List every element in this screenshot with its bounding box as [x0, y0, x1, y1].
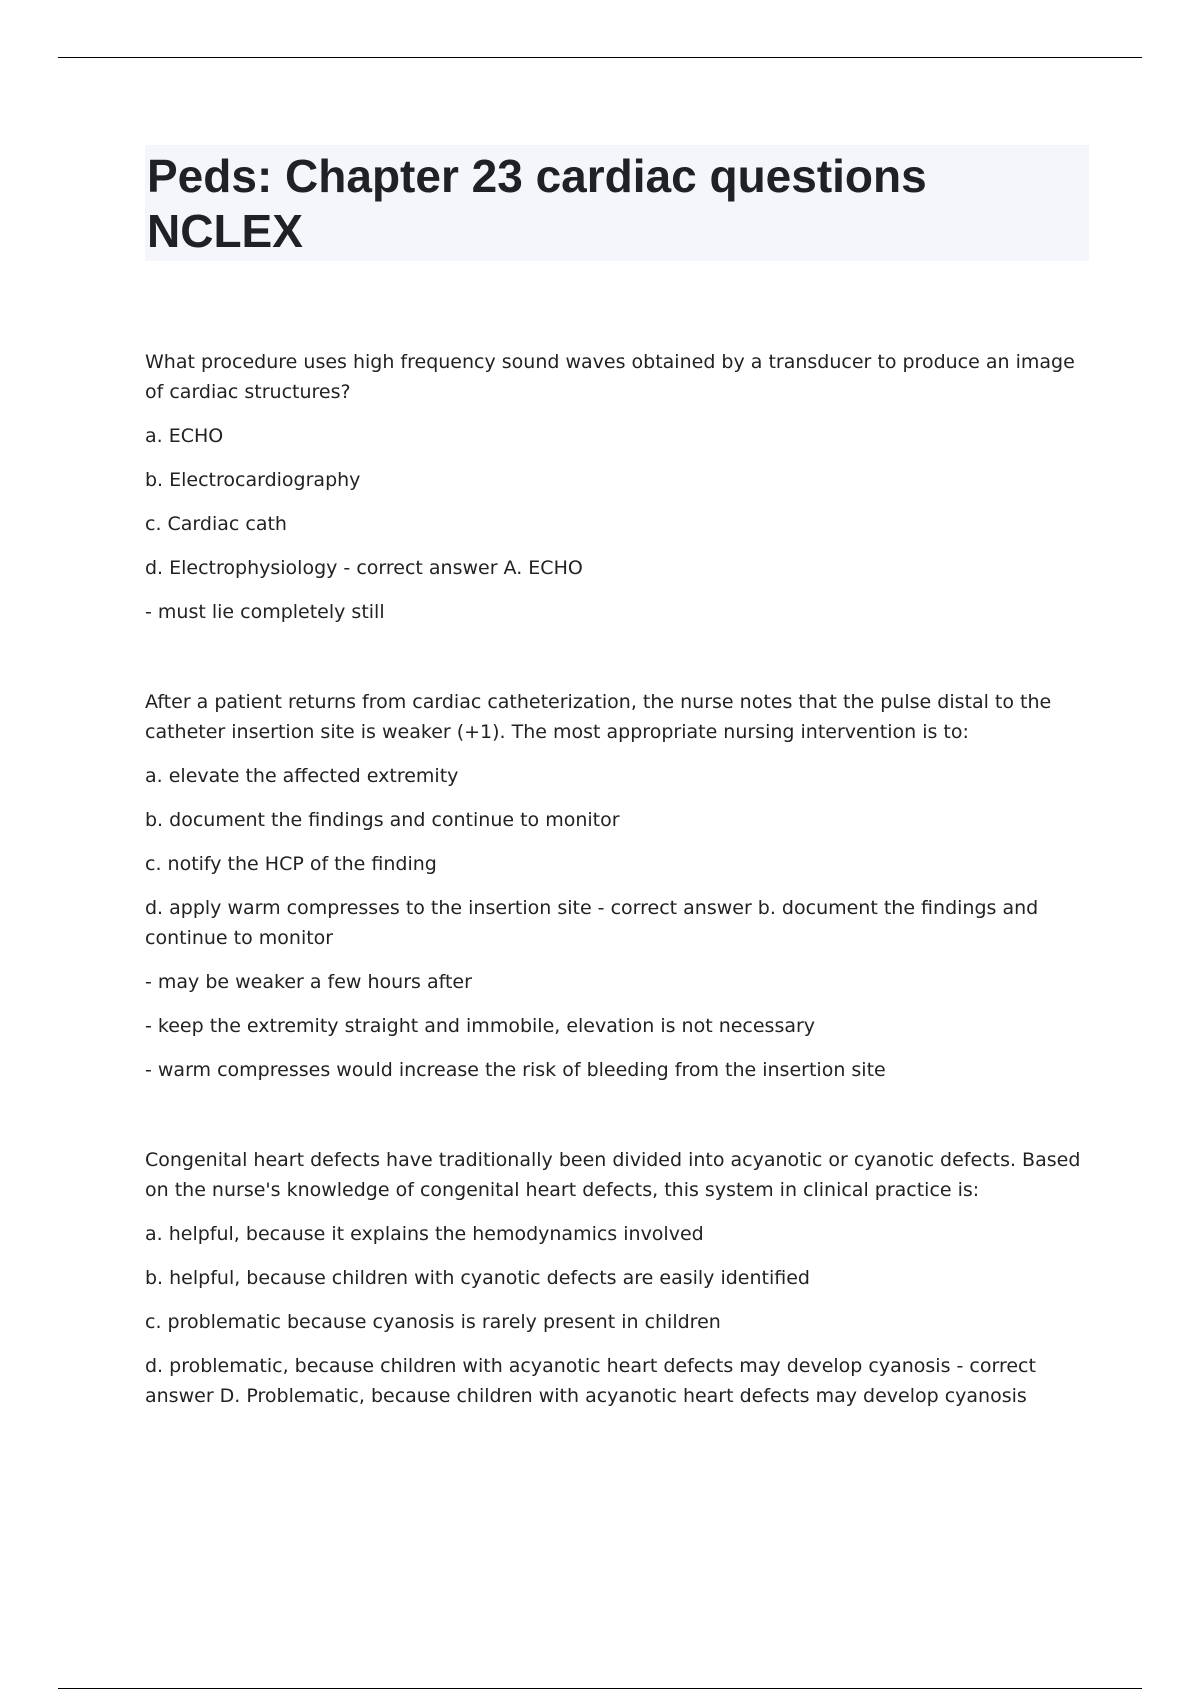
answer-option-with-correct-answer: d. problematic, because children with acyanotic heart defects may develop cyanosis - correct answer D. Problematic, because children with acyanotic heart defects may develop cyanosis — [145, 1355, 1036, 1407]
rationale-note: - warm compresses would increase the risk of bleeding from the insertion site — [145, 1059, 886, 1081]
answer-option-with-correct-answer: d. apply warm compresses to the insertion site - correct answer b. document the findings and continue to monitor — [145, 897, 1039, 949]
question-1 — [145, 347, 1089, 627]
title-block — [145, 145, 1089, 261]
answer-option-with-correct-answer: d. Electrophysiology - correct answer A. ECHO — [145, 557, 583, 579]
document-title: Peds: Chapter 23 cardiac questions NCLEX — [147, 150, 927, 257]
question-3 — [145, 1145, 1089, 1411]
answer-option: b. helpful, because children with cyanotic defects are easily identified — [145, 1267, 810, 1289]
question-2 — [145, 687, 1089, 1085]
question-stem: After a patient returns from cardiac catheterization, the nurse notes that the pulse distal to the catheter insertion site is weaker (+1). The most appropriate nursing intervention is to: — [145, 691, 1052, 743]
answer-option: a. helpful, because it explains the hemodynamics involved — [145, 1223, 704, 1245]
answer-option: b. Electrocardiography — [145, 469, 361, 491]
bottom-rule — [58, 1688, 1142, 1689]
answer-option: c. notify the HCP of the finding — [145, 853, 437, 875]
answer-option: c. problematic because cyanosis is rarely present in children — [145, 1311, 721, 1333]
answer-option: c. Cardiac cath — [145, 513, 287, 535]
document-body — [145, 145, 1089, 1471]
answer-option: a. ECHO — [145, 425, 224, 447]
rationale-note: - must lie completely still — [145, 601, 385, 623]
answer-option: b. document the findings and continue to monitor — [145, 809, 620, 831]
question-stem: What procedure uses high frequency sound waves obtained by a transducer to produce an image of cardiac structures? — [145, 351, 1075, 403]
answer-option: a. elevate the affected extremity — [145, 765, 459, 787]
rationale-note: - may be weaker a few hours after — [145, 971, 472, 993]
question-stem: Congenital heart defects have traditionally been divided into acyanotic or cyanotic defects. Based on the nurse's knowledge of congenital heart defects, this system in clinical practice is: — [145, 1149, 1081, 1201]
rationale-note: - keep the extremity straight and immobile, elevation is not necessary — [145, 1015, 816, 1037]
top-rule — [58, 57, 1142, 58]
question-list — [145, 347, 1089, 1411]
